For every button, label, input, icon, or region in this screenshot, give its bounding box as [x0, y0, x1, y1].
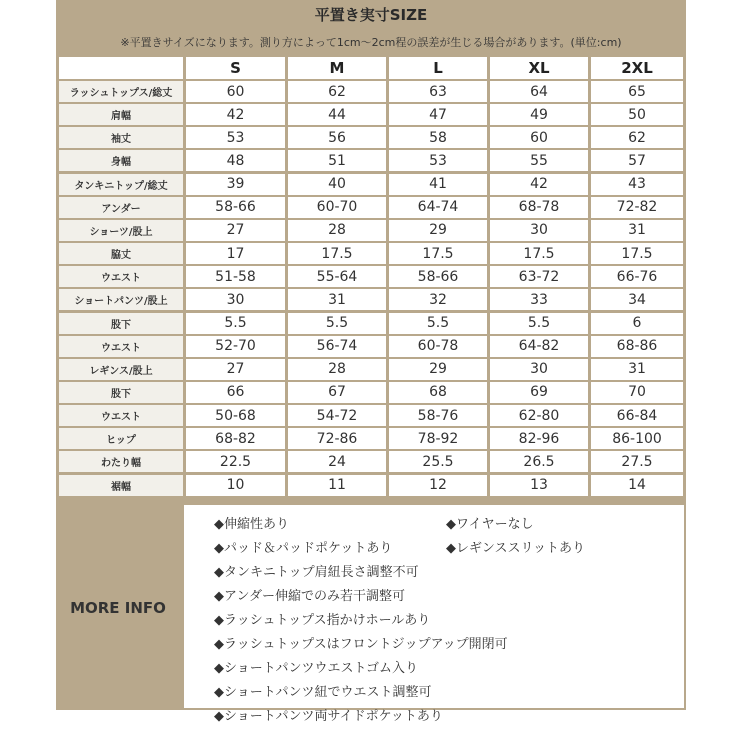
table-cell: 17.5: [490, 243, 588, 264]
table-cell: 54-72: [288, 405, 386, 426]
column-header-2xl: 2XL: [591, 57, 683, 79]
table-cell: 56: [288, 127, 386, 148]
table-cell: 82-96: [490, 428, 588, 449]
row-label: ヒップ: [59, 428, 183, 449]
table-cell: 68-78: [490, 197, 588, 218]
row-label: レギンス/股上: [59, 359, 183, 380]
table-cell: 66: [186, 382, 285, 403]
table-cell: 31: [288, 289, 386, 310]
table-cell: 57: [591, 150, 683, 171]
table-cell: 22.5: [186, 451, 285, 472]
table-cell: 28: [288, 220, 386, 241]
table-cell: 42: [186, 104, 285, 125]
table-cell: 66-76: [591, 266, 683, 287]
table-cell: 29: [389, 220, 487, 241]
table-cell: 72-82: [591, 197, 683, 218]
table-cell: 40: [288, 174, 386, 195]
measurement-note: ※平置きサイズになります。測り方によって1cm〜2cm程の誤差が生じる場合があります。(単位:cm): [120, 36, 622, 49]
table-cell: 47: [389, 104, 487, 125]
table-cell: 67: [288, 382, 386, 403]
table-cell: 41: [389, 174, 487, 195]
table-cell: 5.5: [288, 313, 386, 334]
table-cell: 33: [490, 289, 588, 310]
table-cell: 5.5: [490, 313, 588, 334]
table-cell: 42: [490, 174, 588, 195]
info-item: ◆ショートパンツウエストゴム入り: [214, 661, 418, 676]
table-cell: 52-70: [186, 336, 285, 357]
row-label: ショートパンツ/股上: [59, 289, 183, 310]
table-corner: [59, 57, 183, 79]
table-cell: 58: [389, 127, 487, 148]
row-label: タンキニトップ/総丈: [59, 174, 183, 195]
table-cell: 58-66: [186, 197, 285, 218]
table-cell: 48: [186, 150, 285, 171]
table-cell: 60-78: [389, 336, 487, 357]
table-cell: 26.5: [490, 451, 588, 472]
table-cell: 66-84: [591, 405, 683, 426]
row-label: 股下: [59, 382, 183, 403]
table-cell: 17.5: [288, 243, 386, 264]
table-cell: 65: [591, 81, 683, 102]
column-header-s: S: [186, 57, 285, 79]
table-cell: 86-100: [591, 428, 683, 449]
row-label: 脇丈: [59, 243, 183, 264]
chart-title: 平置き実寸SIZE: [314, 6, 428, 24]
table-cell: 17: [186, 243, 285, 264]
table-cell: 50: [591, 104, 683, 125]
table-cell: 53: [186, 127, 285, 148]
table-cell: 51-58: [186, 266, 285, 287]
info-item: ◆アンダー伸縮でのみ若干調整可: [214, 589, 405, 604]
table-cell: 62: [591, 127, 683, 148]
table-cell: 6: [591, 313, 683, 334]
info-item: ◆レギンススリットあり: [446, 541, 585, 556]
table-cell: 13: [490, 475, 588, 496]
info-item: ◆パッド＆パッドポケットあり: [214, 541, 393, 556]
table-cell: 68-86: [591, 336, 683, 357]
table-cell: 53: [389, 150, 487, 171]
info-item: ◆ショートパンツ紐でウエスト調整可: [214, 685, 432, 700]
column-header-l: L: [389, 57, 487, 79]
table-cell: 60: [186, 81, 285, 102]
table-cell: 29: [389, 359, 487, 380]
info-item: ◆ショートパンツ両サイドポケットあり: [214, 709, 443, 724]
table-cell: 32: [389, 289, 487, 310]
table-cell: 12: [389, 475, 487, 496]
row-label: アンダー: [59, 197, 183, 218]
table-cell: 11: [288, 475, 386, 496]
info-item: ◆タンキニトップ肩紐長さ調整不可: [214, 565, 419, 580]
row-label: わたり幅: [59, 451, 183, 472]
table-cell: 58-76: [389, 405, 487, 426]
table-cell: 51: [288, 150, 386, 171]
table-cell: 10: [186, 475, 285, 496]
row-label: 裾幅: [59, 475, 183, 496]
info-item: ◆ラッシュトップス指かけホールあり: [214, 613, 431, 628]
table-cell: 27: [186, 220, 285, 241]
table-cell: 30: [490, 220, 588, 241]
table-cell: 39: [186, 174, 285, 195]
row-label: ウエスト: [59, 336, 183, 357]
table-cell: 55: [490, 150, 588, 171]
table-cell: 78-92: [389, 428, 487, 449]
table-cell: 14: [591, 475, 683, 496]
size-chart-panel: [56, 0, 686, 724]
table-cell: 63: [389, 81, 487, 102]
table-cell: 17.5: [389, 243, 487, 264]
table-cell: 62-80: [490, 405, 588, 426]
row-label: 身幅: [59, 150, 183, 171]
table-cell: 34: [591, 289, 683, 310]
table-cell: 49: [490, 104, 588, 125]
table-cell: 30: [186, 289, 285, 310]
table-cell: 62: [288, 81, 386, 102]
more-info-label: MORE INFO: [70, 598, 166, 617]
table-cell: 69: [490, 382, 588, 403]
table-cell: 27.5: [591, 451, 683, 472]
table-cell: 64-74: [389, 197, 487, 218]
table-cell: 50-68: [186, 405, 285, 426]
table-cell: 28: [288, 359, 386, 380]
more-info-list: [184, 505, 684, 724]
row-label: 袖丈: [59, 127, 183, 148]
row-label: 股下: [59, 313, 183, 334]
table-cell: 24: [288, 451, 386, 472]
info-item: ◆ワイヤーなし: [446, 517, 534, 532]
table-cell: 55-64: [288, 266, 386, 287]
table-cell: 44: [288, 104, 386, 125]
table-cell: 64-82: [490, 336, 588, 357]
table-cell: 43: [591, 174, 683, 195]
table-cell: 5.5: [186, 313, 285, 334]
table-cell: 58-66: [389, 266, 487, 287]
row-label: ラッシュトップス/総丈: [59, 81, 183, 102]
table-cell: 70: [591, 382, 683, 403]
table-cell: 68: [389, 382, 487, 403]
table-cell: 60-70: [288, 197, 386, 218]
table-cell: 30: [490, 359, 588, 380]
table-cell: 60: [490, 127, 588, 148]
table-cell: 27: [186, 359, 285, 380]
table-cell: 5.5: [389, 313, 487, 334]
row-label: 肩幅: [59, 104, 183, 125]
row-label: ウエスト: [59, 266, 183, 287]
table-cell: 25.5: [389, 451, 487, 472]
row-label: ショーツ/股上: [59, 220, 183, 241]
info-item: ◆ラッシュトップスはフロントジップアップ開閉可: [214, 637, 508, 652]
table-cell: 72-86: [288, 428, 386, 449]
table-cell: 17.5: [591, 243, 683, 264]
table-cell: 63-72: [490, 266, 588, 287]
row-label: ウエスト: [59, 405, 183, 426]
table-cell: 31: [591, 220, 683, 241]
table-cell: 31: [591, 359, 683, 380]
column-header-m: M: [288, 57, 386, 79]
info-item: ◆伸縮性あり: [214, 517, 289, 532]
table-cell: 64: [490, 81, 588, 102]
column-header-xl: XL: [490, 57, 588, 79]
table-cell: 68-82: [186, 428, 285, 449]
table-cell: 56-74: [288, 336, 386, 357]
